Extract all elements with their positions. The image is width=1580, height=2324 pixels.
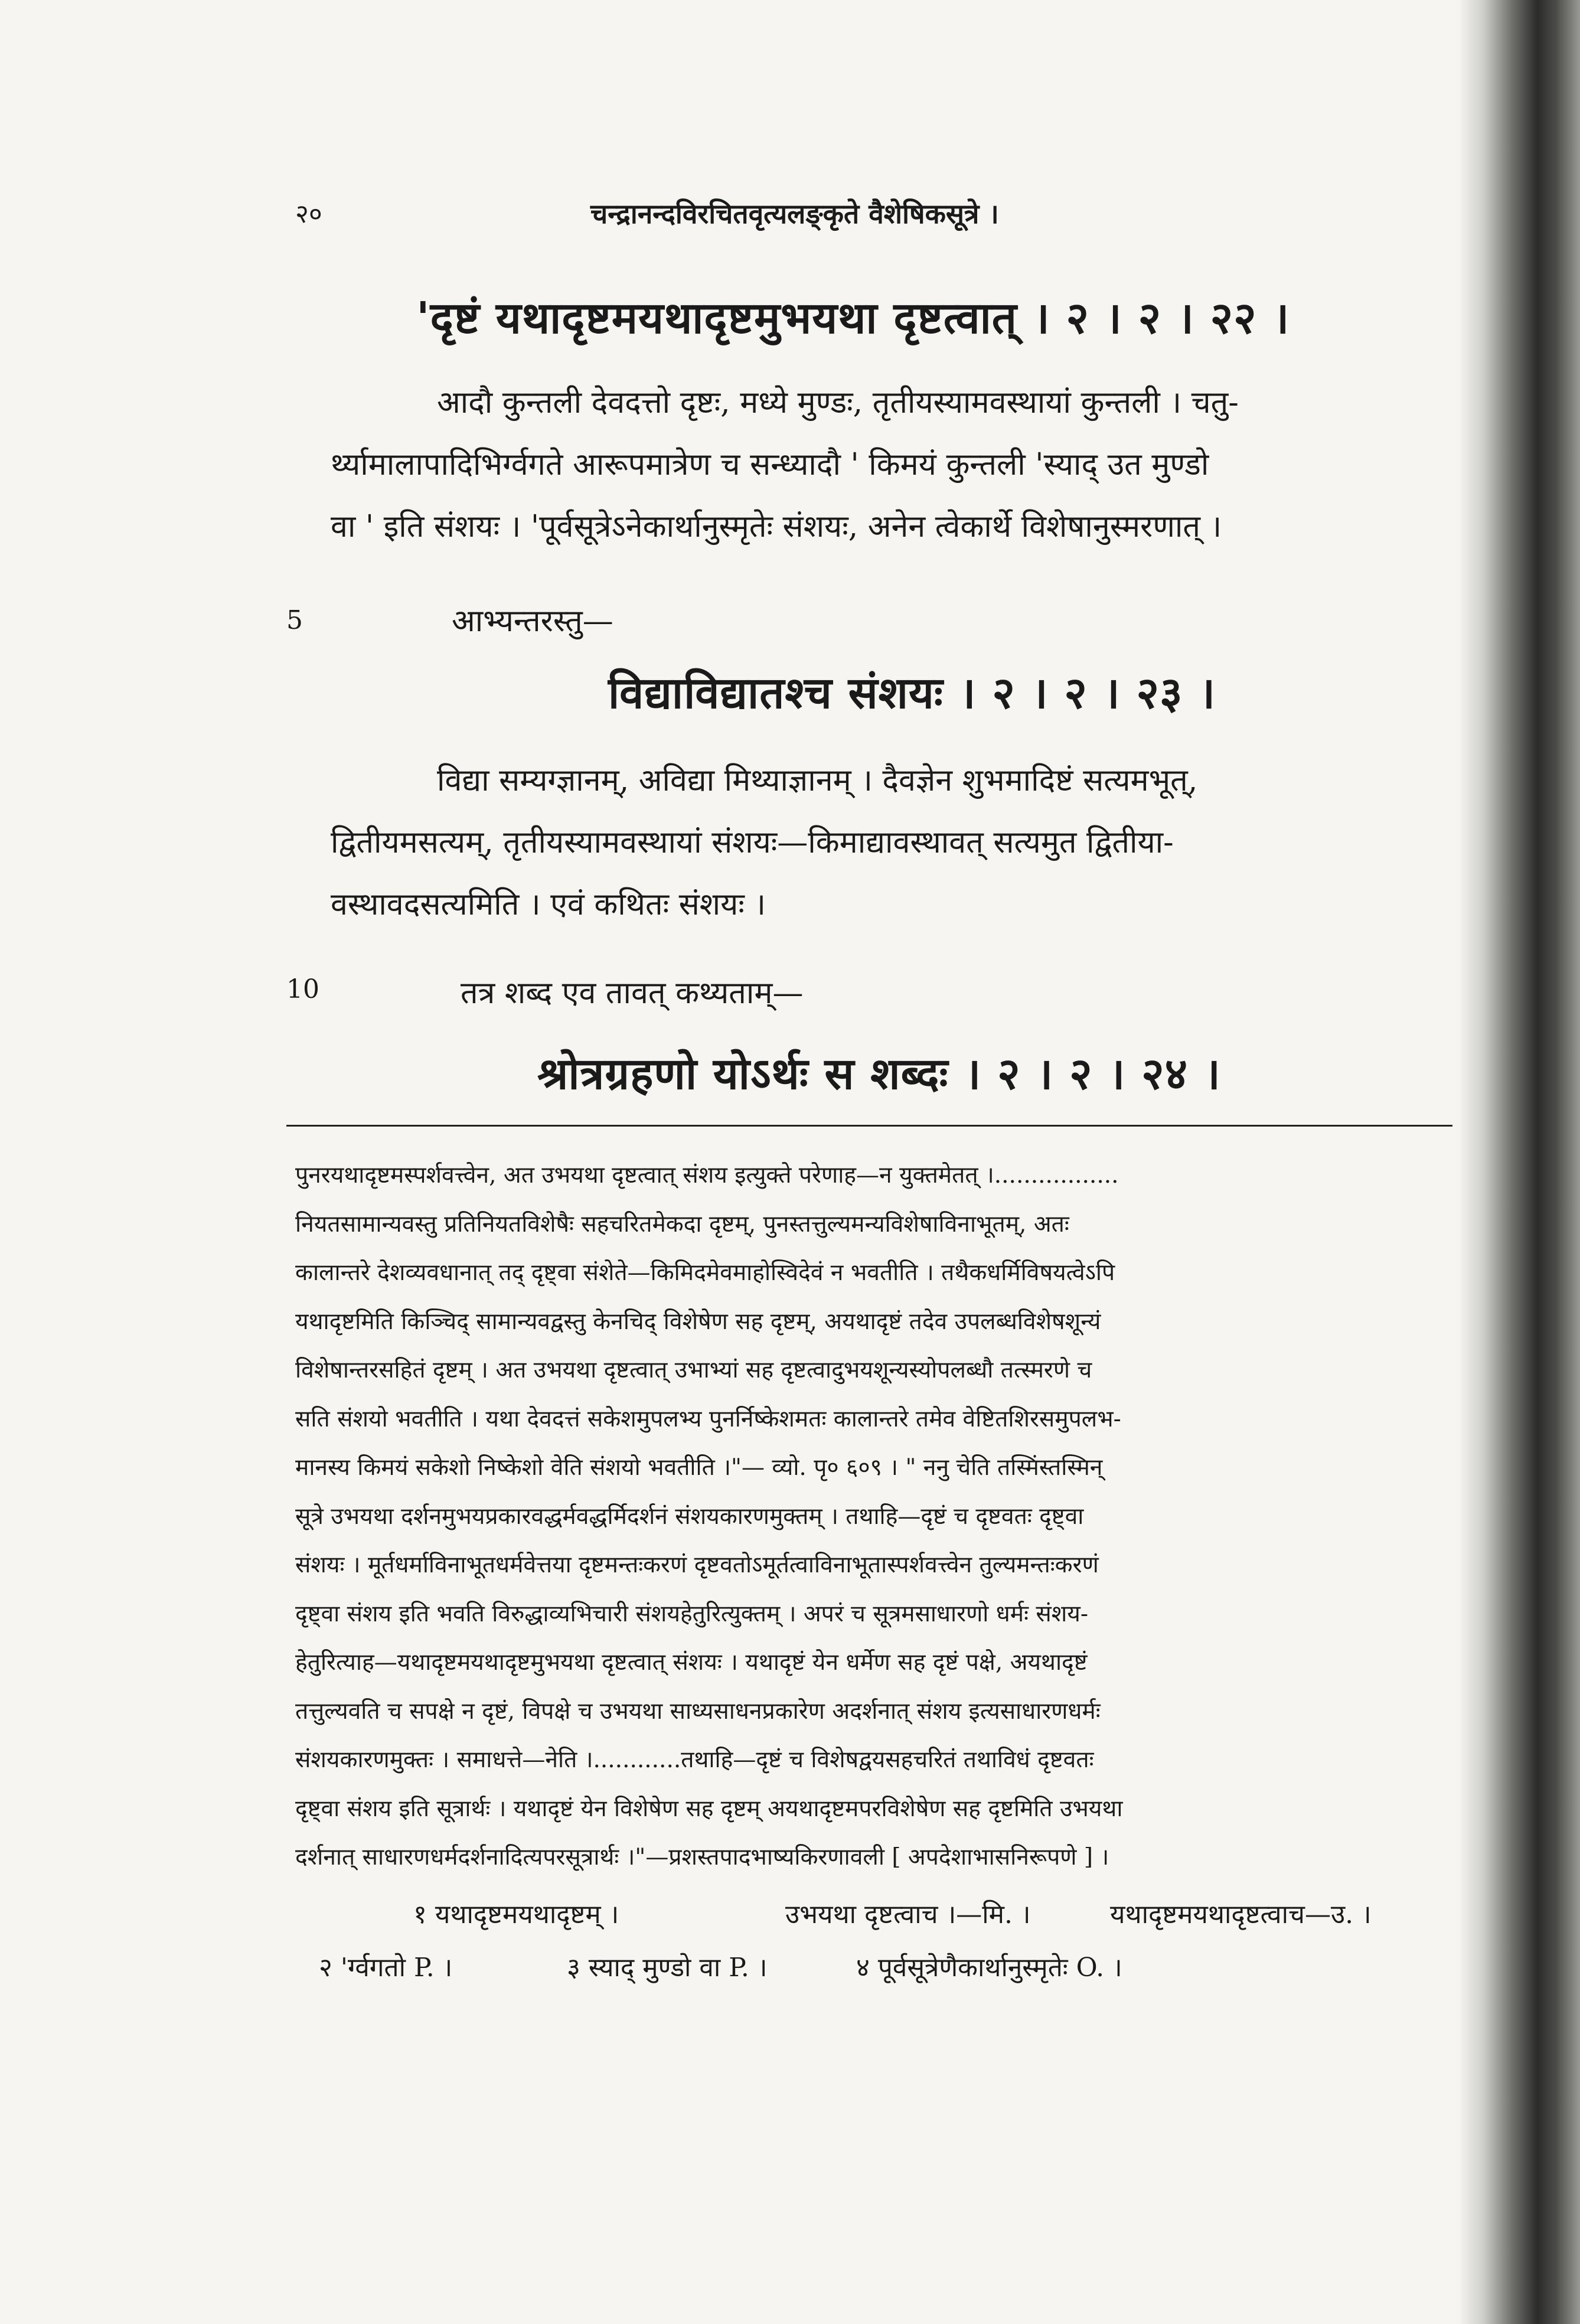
footnote-line: संशयकारणमुक्तः । समाधत्ते—नेति ।............तथाहि—दृष्टं च विशेषद्वयसहचरितं तथाविधं दृष्टवतः <box>295 1747 1094 1773</box>
variant-note: ३ स्याद् मुण्डो वा P. । <box>567 1953 768 1983</box>
footnote-line: हेतुरित्याह—यथादृष्टमयथादृष्टमुभयथा दृष्टत्वात् संशयः । यथादृष्टं येन धर्मेण सह दृष्टं पक्षे, अयथादृष्टं <box>295 1649 1088 1676</box>
sutra-2-2-24: श्रोत्रग्रहणो योऽर्थः स शब्दः । २ । २ । २४ । <box>537 1049 1221 1099</box>
footnote-line: दृष्ट्वा संशय इति सूत्रार्थः । यथादृष्टं येन विशेषेण सह दृष्टम् अयथादृष्टमपरविशेषेण सह दृष्टमिति उभयथा <box>295 1795 1123 1822</box>
footnote-line: यथादृष्टमिति किञ्चिद् सामान्यवद्वस्तु केनचिद् विशेषेण सह दृष्टम्, अयथादृष्टं तदेव उपलब्धविशेषशून्यं <box>295 1308 1101 1335</box>
footnote-line: सूत्रे उभयथा दर्शनमुभयप्रकारवद्धर्मवद्धर्मिदर्शनं संशयकारणमुक्तम् । तथाहि—दृष्टं च दृष्टवतः दृष्ट्वा <box>295 1503 1084 1530</box>
commentary-line: विद्या सम्यग्ज्ञानम्, अविद्या मिथ्याज्ञानम् । दैवज्ञेन शुभमादिष्टं सत्यमभूत्, <box>437 763 1198 798</box>
page-number: २० <box>295 199 322 229</box>
commentary-line: आदौ कुन्तली देवदत्तो दृष्टः, मध्ये मुण्डः, तृतीयस्यामवस्थायां कुन्तली । चतु- <box>437 385 1239 420</box>
footnote-line: दृष्ट्वा संशय इति भवति विरुद्धाव्यभिचारी संशयहेतुरित्युक्तम् । अपरं च सूत्रमसाधारणो धर्मः संशय- <box>295 1600 1089 1627</box>
footnote-divider <box>286 1125 1452 1127</box>
footnote-line: मानस्य किमयं सकेशो निष्केशो वेति संशयो भवतीति ।"— व्यो. पृ० ६०९ । " ननु चेति तस्मिंस्तस्मिन् <box>295 1454 1103 1481</box>
sutra-2-2-23: विद्याविद्यातश्च संशयः । २ । २ । २३ । <box>608 668 1216 719</box>
variant-note: यथादृष्टमयथादृष्टत्वाच—उ. । <box>1110 1899 1372 1930</box>
sutra-2-2-22: 'दृष्टं यथादृष्टमयथादृष्टमुभयथा दृष्टत्वात् । २ । २ । २२ । <box>416 293 1290 344</box>
footnote-line: संशयः । मूर्तधर्माविनाभूतधर्मवेत्तया दृष्टमन्तःकरणं दृष्टवतोऽमूर्तत्वाविनाभूतास्पर्शवत्त्वेन तुल्यमन्तःकरणं <box>295 1552 1099 1578</box>
intro-sutra-23: आभ्यन्तरस्तु— <box>452 603 613 639</box>
line-number: 5 <box>286 605 303 635</box>
page-header <box>295 195 1417 242</box>
intro-sutra-24: तत्र शब्द एव तावत् कथ्यताम्— <box>461 975 804 1011</box>
commentary-line: र्थ्यामालापादिभिर्ग्वगते आरूपमात्रेण च सन्ध्यादौ ' किमयं कुन्तली 'स्याद् उत मुण्डो <box>331 447 1209 482</box>
book-binding-shadow <box>1458 0 1580 2324</box>
footnote-line: दर्शनात् साधारणधर्मदर्शनादित्यपरसूत्रार्थः ।"—प्रशस्तपादभाष्यकिरणावली [ अपदेशाभासनिरूपणे ] । <box>295 1844 1109 1871</box>
footnotes <box>295 1151 1447 1882</box>
commentary-line: द्वितीयमसत्यम्, तृतीयस्यामवस्थायां संशयः—किमाद्यावस्थावत् सत्यमुत द्वितीया- <box>331 825 1174 860</box>
footnote-line: कालान्तरे देशव्यवधानात् तद् दृष्ट्वा संशेते—किमिदमेवमाहोस्विदेवं न भवतीति । तथैकधर्मिविषयत्वेऽपि <box>295 1259 1115 1286</box>
line-number: 10 <box>286 974 319 1004</box>
footnote-line: विशेषान्तरसहितं दृष्टम् । अत उभयथा दृष्टत्वात् उभाभ्यां सह दृष्टत्वादुभयशून्यस्योपलब्धौ तत्स्मरणे च <box>295 1357 1092 1383</box>
footnote-line: तत्तुल्यवति च सपक्षे न दृष्टं, विपक्षे च उभयथा साध्यसाधनप्रकारेण अदर्शनात् संशय इत्यसाधारणधर्मः <box>295 1698 1101 1725</box>
commentary-line: वा ' इति संशयः । 'पूर्वसूत्रेऽनेकार्थानुस्मृतेः संशयः, अनेन त्वेकार्थे विशेषानुस्मरणात् । <box>331 509 1222 544</box>
variant-note: ४ पूर्वसूत्रेणैकार्थानुस्मृतेः O. । <box>856 1953 1122 1983</box>
variant-note: २ 'र्ग्वगतो P. । <box>319 1953 453 1983</box>
running-title: चन्द्रानन्दविरचितवृत्यलङ्कृते वैशेषिकसूत्रे । <box>590 198 999 230</box>
footnote-line: नियतसामान्यवस्तु प्रतिनियतविशेषैः सहचरितमेकदा दृष्टम्, पुनस्तत्तुल्यमन्यविशेषाविनाभूतम्, अतः <box>295 1210 1069 1238</box>
commentary-line: वस्थावदसत्यमिति । एवं कथितः संशयः । <box>331 887 766 922</box>
variant-note: उभयथा दृष्टत्वाच ।—मि. । <box>785 1899 1031 1930</box>
footnote-line: सति संशयो भवतीति । यथा देवदत्तं सकेशमुपलभ्य पुनर्निष्केशमतः कालान्तरे तमेव वेष्टितशिरसमुपलभ- <box>295 1405 1121 1432</box>
variant-note: १ यथादृष्टमयथादृष्टम् । <box>413 1899 619 1930</box>
footnote-line: पुनरयथादृष्टमस्पर्शवत्त्वेन, अत उभयथा दृष्टत्वात् संशय इत्युक्ते परेणाह—न युक्तमेतत् ।................. <box>295 1162 1119 1189</box>
